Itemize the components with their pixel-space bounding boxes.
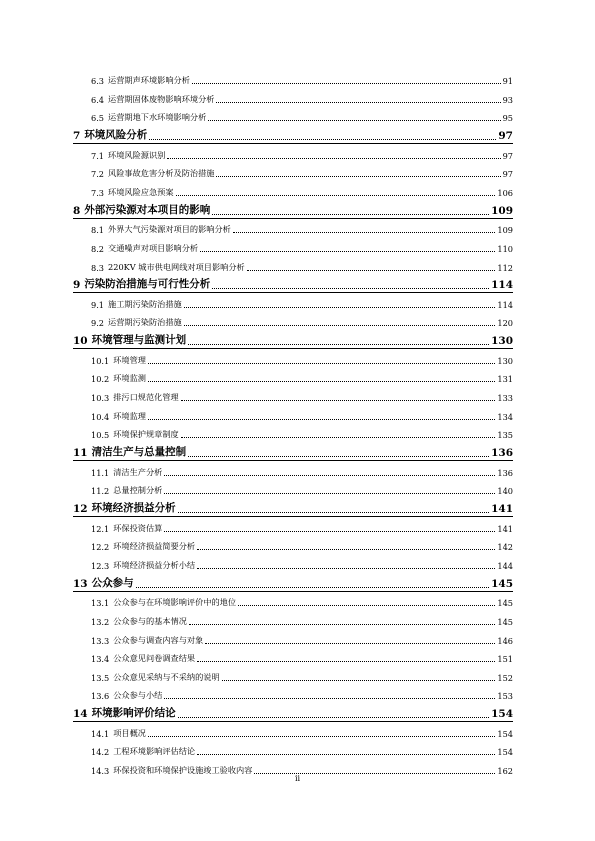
toc-page-number: 136 [491,447,513,459]
toc-title: 公众参与的基本情况 [113,615,187,626]
toc-section[interactable] [91,484,513,496]
toc-number: 13.4 [91,654,110,665]
toc-page-number: 140 [497,486,513,497]
toc-page-number: 93 [502,94,513,105]
toc-section[interactable] [91,223,513,235]
toc-page-number: 146 [497,635,513,646]
toc-section[interactable] [91,242,513,254]
toc-page-number: 112 [497,262,513,273]
toc-page-number: 109 [497,225,513,236]
toc-title: 外界大气污染源对项目的影响分析 [108,224,231,235]
dot-leader [238,605,495,606]
toc-title: 环境风险源识别 [108,149,166,160]
toc-title: 环境风险分析 [84,128,148,141]
toc-number: 9.2 [91,318,105,329]
dot-leader [216,102,500,103]
toc-number: 14.3 [91,766,110,777]
dot-leader [164,531,495,532]
toc-title: 环保投资和环境保护设施竣工验收内容 [113,765,253,776]
toc-title: 环境保护规章制度 [113,429,179,440]
toc-number: 14.1 [91,728,110,739]
dot-leader [197,754,495,755]
toc-number: 10.5 [91,430,110,441]
toc-number: 11 [73,447,88,459]
dot-leader [164,698,495,699]
toc-page-number: 97 [502,169,513,180]
chapter-rule [73,218,513,219]
toc-section[interactable] [91,522,513,534]
toc-section[interactable] [91,689,513,701]
toc-section[interactable] [91,316,513,328]
dot-leader [181,437,496,438]
toc-page-number: 131 [497,374,513,385]
toc-title: 施工期污染防治措施 [108,298,182,309]
toc-section[interactable] [91,149,513,161]
toc-number: 8.2 [91,243,105,254]
toc-page-number: 142 [497,542,513,553]
toc-section[interactable] [91,466,513,478]
toc-page-number: 114 [497,299,513,310]
toc-number: 14.2 [91,747,110,758]
dot-leader [148,363,495,364]
toc-section[interactable] [91,74,513,86]
toc-number: 10.1 [91,355,110,366]
chapter-rule [73,348,513,349]
toc-title: 环境管理与监测计划 [91,334,187,347]
toc-section[interactable] [91,634,513,646]
dot-leader [167,158,500,159]
toc-page-number: 145 [491,577,513,590]
toc-section[interactable] [91,372,513,384]
toc-number: 9 [73,279,81,292]
toc-title: 公众参与小结 [113,690,163,701]
toc-number: 6.5 [91,113,105,124]
toc-page-number: 133 [497,393,513,404]
dot-leader [148,419,495,420]
toc-page-number: 136 [497,467,513,478]
toc-section[interactable] [91,167,513,179]
toc-number: 13.6 [91,691,110,702]
toc-page-number: 114 [491,279,513,292]
toc-page-number: 109 [491,204,513,217]
toc-number: 13.5 [91,672,110,683]
toc-page-number: 130 [491,335,513,348]
toc-number: 7.2 [91,169,105,180]
toc-title: 项目概况 [113,727,146,738]
toc-title: 环境经济损益分析小结 [113,559,196,570]
toc-title: 运营期固体废物影响环境分析 [108,93,215,104]
toc-title: 环境监理 [113,410,146,421]
toc-title: 环境管理 [113,354,146,365]
toc-number: 10 [73,335,88,348]
toc-page-number: 95 [502,113,513,124]
toc-section[interactable] [91,428,513,440]
dot-leader [148,736,495,737]
dot-leader [164,493,495,494]
toc-title: 环保投资估算 [113,522,163,533]
toc-chapter[interactable] [73,128,513,142]
chapter-rule [73,721,513,722]
toc-title: 公众意见问卷调查结果 [113,653,196,664]
toc-title: 公众意见采纳与不采纳的说明 [113,671,220,682]
dot-leader [222,680,496,681]
toc-page-number: 152 [497,672,513,683]
toc-section[interactable] [91,298,513,310]
toc-title: 风险事故危害分析及防治措施 [108,168,215,179]
toc-page-number: 97 [498,129,513,142]
toc-page-number: 151 [497,654,513,665]
toc-number: 13.3 [91,635,110,646]
dot-leader [178,717,489,718]
toc-number: 8 [73,204,81,217]
toc-page-number: 153 [497,691,513,702]
toc-page-number: 141 [491,502,513,515]
toc-title: 公众参与调查内容与对象 [113,634,204,645]
toc-title: 运营期地下水环境影响分析 [108,112,207,123]
toc-chapter[interactable] [73,501,513,515]
toc-page-number: 130 [497,355,513,366]
toc-section[interactable] [91,111,513,123]
toc-page-number: 110 [497,243,513,254]
toc-number: 12.3 [91,560,110,571]
dot-leader [200,251,495,252]
page-number: ii [294,774,301,783]
chapter-rule [73,516,513,517]
toc-chapter[interactable] [73,203,513,217]
toc-section[interactable] [91,186,513,198]
toc-title: 公众参与 [91,576,134,589]
toc-title: 排污口规范化管理 [113,392,179,403]
toc-title: 外部污染源对本项目的影响 [84,203,211,216]
toc-chapter[interactable] [73,576,513,590]
toc-section[interactable] [91,596,513,608]
dot-leader [192,83,501,84]
dot-leader [197,568,495,569]
toc-title: 交通噪声对项目影响分析 [108,242,199,253]
toc-title: 总量控制分析 [113,485,163,496]
toc-title: 220KV 城市供电网线对项目影响分析 [108,261,245,272]
dot-leader [181,400,496,401]
toc-page-number: 144 [497,560,513,571]
dot-leader [148,381,495,382]
toc-number: 11.1 [91,467,110,478]
dot-leader [164,475,495,476]
toc-section[interactable] [91,559,513,571]
toc-page-number: 97 [502,150,513,161]
toc-number: 7.3 [91,187,105,198]
toc-section[interactable] [91,671,513,683]
toc-section[interactable] [91,745,513,757]
toc-number: 8.1 [91,225,105,236]
dot-leader [136,587,489,588]
chapter-rule [73,591,513,592]
toc-page-number: 154 [491,708,513,721]
toc-number: 7.1 [91,150,105,161]
dot-leader [212,214,489,215]
toc-number: 8.3 [91,262,105,273]
toc-number: 10.2 [91,374,110,385]
toc-number: 6.3 [91,76,105,86]
dot-leader [176,195,496,196]
dot-leader [188,456,489,457]
toc-section[interactable] [91,354,513,366]
toc-number: 12.2 [91,542,110,553]
toc-page-number: 145 [497,616,513,627]
toc-title: 运营期污染防治措施 [108,317,182,328]
chapter-rule [73,143,513,144]
toc-section[interactable] [91,615,513,627]
toc-number: 13.2 [91,616,110,627]
dot-leader [197,549,495,550]
toc-title: 环境风险应急预案 [108,186,174,197]
toc-title: 运营期声环境影响分析 [108,75,190,85]
toc-page-number: 134 [497,411,513,422]
dot-leader [216,176,500,177]
toc-page-number: 106 [497,187,513,198]
toc-section[interactable] [91,261,513,273]
chapter-rule [73,460,513,461]
toc-number: 12 [73,502,88,515]
toc-number: 10.4 [91,411,110,422]
toc-chapter[interactable] [73,445,513,459]
dot-leader [149,139,496,140]
toc-title: 污染防治措施与可行性分析 [84,278,211,291]
toc-number: 6.4 [91,94,105,105]
toc-chapter[interactable] [73,333,513,347]
toc-section[interactable] [91,727,513,739]
toc-page-number: 120 [497,318,513,329]
toc-number: 12.1 [91,523,110,534]
dot-leader [208,120,500,121]
dot-leader [197,661,495,662]
dot-leader [205,643,495,644]
toc-title: 环境经济损益分析 [91,501,176,514]
dot-leader [184,325,496,326]
toc-section[interactable] [91,391,513,403]
toc-title: 环境经济损益简要分析 [113,541,196,552]
toc-number: 7 [73,129,81,142]
toc-page-number: 141 [497,523,513,534]
toc-number: 13 [73,577,88,590]
dot-leader [189,624,495,625]
toc-chapter[interactable] [73,706,513,720]
chapter-rule [73,292,513,293]
toc-title: 清洁生产分析 [113,466,163,477]
toc-title: 公众参与在环境影响评价中的地位 [113,597,237,608]
dot-leader [188,344,489,345]
toc-page-number: 154 [497,747,513,758]
dot-leader [247,270,496,271]
toc-page-number: 91 [502,76,513,86]
toc-section[interactable] [91,93,513,105]
toc-section[interactable] [91,540,513,552]
dot-leader [212,288,489,289]
dot-leader [178,512,489,513]
toc-title: 清洁生产与总量控制 [91,446,187,458]
toc-page-number: 145 [497,598,513,609]
toc-number: 11.2 [91,486,110,497]
toc-number: 14 [73,708,88,721]
toc-page-number: 154 [497,728,513,739]
dot-leader [233,232,496,233]
toc-page-number: 162 [497,766,513,777]
toc-number: 9.1 [91,299,105,310]
toc-section[interactable] [91,410,513,422]
toc-title: 环境影响评价结论 [91,707,176,720]
toc-number: 10.3 [91,393,110,404]
toc-number: 13.1 [91,598,110,609]
toc-title: 环境监测 [113,373,146,384]
dot-leader [184,307,496,308]
toc-section[interactable] [91,652,513,664]
toc-chapter[interactable] [73,277,513,291]
toc-title: 工程环境影响评估结论 [113,746,196,757]
toc-page-number: 135 [497,430,513,441]
